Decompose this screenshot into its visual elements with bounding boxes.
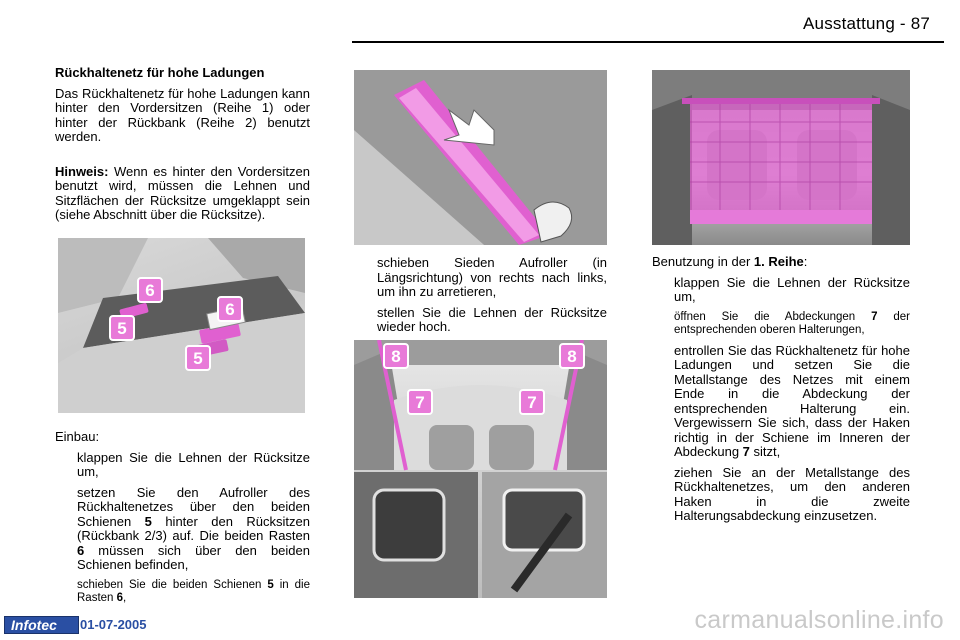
callout-label: 8 bbox=[567, 347, 577, 366]
callout-label: 7 bbox=[527, 393, 537, 412]
list-item bbox=[355, 256, 607, 300]
callout-6-right bbox=[218, 297, 242, 321]
figure-roller-sliding bbox=[354, 70, 607, 245]
header-divider bbox=[352, 41, 944, 43]
install-label: Einbau: bbox=[55, 429, 100, 444]
usage-label bbox=[652, 255, 910, 270]
list-item bbox=[652, 311, 910, 338]
list-item-text: , bbox=[123, 592, 127, 604]
intro-paragraph: Das Rückhaltenetz für hohe Ladungen kann hinter den Vordersitzen (Reihe 1) oder hinter der Rückbank (Reihe 2) benutzt werden. bbox=[55, 85, 310, 144]
list-item bbox=[652, 344, 910, 460]
list-item-text: schieben Sieden Aufroller (in Längsrichtung) von rechts nach links, um ihn zu arretieren, bbox=[377, 255, 607, 299]
callout-8-left bbox=[384, 344, 408, 368]
page-title: Ausstattung - 87 bbox=[803, 14, 930, 33]
infotec-logo bbox=[4, 616, 79, 634]
callout-label: 6 bbox=[225, 300, 235, 319]
reference-number: 7 bbox=[742, 444, 750, 459]
figure-net-installed bbox=[652, 70, 910, 245]
list-item-text: klappen Sie die Lehnen der Rücksitze um, bbox=[674, 274, 910, 304]
list-item-text: ziehen Sie an der Metallstange des Rückhaltenetzes, um den anderen Haken in die zweite Halterungsabdeckung einzusetzen. bbox=[674, 464, 910, 523]
list-item-text: schieben Sie die beiden Schienen bbox=[77, 578, 268, 591]
list-item-text: klappen Sie die Lehnen der Rücksitze um, bbox=[77, 449, 310, 479]
callout-7-left bbox=[408, 390, 432, 414]
reference-number: 6 bbox=[77, 542, 85, 558]
callout-label: 7 bbox=[415, 393, 425, 412]
list-item-text: öffnen Sie die Abdeckungen bbox=[674, 310, 872, 323]
right-column bbox=[652, 255, 910, 530]
usage-row: 1. Reihe bbox=[753, 254, 804, 269]
reference-number: 5 bbox=[144, 513, 152, 529]
rail-mounting-illustration bbox=[58, 238, 305, 413]
edition-date: 01-07-2005 bbox=[80, 617, 147, 632]
net-installed-illustration bbox=[652, 70, 910, 245]
reference-number: 7 bbox=[871, 310, 878, 323]
callout-6-left bbox=[138, 278, 162, 302]
usage-text: Benutzung in der bbox=[652, 254, 754, 269]
list-item-text: müssen sich über den beiden Schienen befinden, bbox=[77, 542, 310, 572]
list-item bbox=[55, 579, 310, 606]
section-heading: Rückhaltenetz für hohe Ladungen bbox=[55, 65, 265, 80]
watermark: carmanualsonline.info bbox=[694, 606, 944, 634]
list-item bbox=[652, 276, 910, 305]
left-column bbox=[55, 66, 310, 243]
logo-text: Infotec bbox=[11, 617, 57, 633]
callout-5-left bbox=[110, 316, 134, 340]
figure-roof-brackets bbox=[354, 340, 607, 598]
list-item-text: in die Rasten bbox=[77, 578, 311, 604]
callout-label: 5 bbox=[193, 349, 203, 368]
list-item-text: entrollen Sie das Rückhaltenetz für hohe Ladungen und setzen Sie die Metallstange des Netzes mit einem Ende in die Abdeckung der entsprechenden Halterung ein. Vergewissern Sie sich, dass der Haken richtig in der Schiene im Inneren der Abdeckung bbox=[674, 342, 910, 459]
roof-brackets-illustration bbox=[354, 340, 607, 598]
list-item bbox=[355, 306, 607, 335]
reference-number: 5 bbox=[267, 578, 274, 591]
list-item-text: stellen Sie die Lehnen der Rücksitze wieder hoch. bbox=[377, 304, 607, 334]
callout-label: 6 bbox=[145, 281, 155, 300]
note-paragraph bbox=[55, 165, 310, 223]
middle-column bbox=[355, 256, 607, 341]
callout-7-right bbox=[520, 390, 544, 414]
callout-8-right bbox=[560, 344, 584, 368]
list-item bbox=[652, 466, 910, 524]
list-item-text: hinter den Rücksitzen (Rückbank 2/3) auf. Die beiden Rasten bbox=[77, 513, 310, 543]
reference-number: 6 bbox=[116, 592, 124, 604]
usage-text: : bbox=[803, 254, 808, 269]
note-label: Hinweis: bbox=[55, 163, 109, 179]
roller-sliding-illustration bbox=[354, 70, 607, 245]
figure-rail-mounting bbox=[58, 238, 305, 413]
callout-5-right bbox=[186, 346, 210, 370]
callout-label: 5 bbox=[117, 319, 127, 338]
list-item bbox=[55, 486, 310, 573]
list-item bbox=[55, 451, 310, 480]
note-text: Wenn es hinter den Vordersitzen benutzt wird, müssen die Lehnen und Sitzflächen der Rücksitze umgeklappt sein (siehe Abschnitt über die Rücksitze). bbox=[55, 163, 310, 222]
callout-label: 8 bbox=[391, 347, 401, 366]
install-section bbox=[55, 430, 310, 612]
list-item-text: der entsprechenden oberen Halterungen, bbox=[674, 310, 910, 336]
list-item-text: sitzt, bbox=[749, 444, 781, 459]
list-item-text: setzen Sie den Aufroller des Rückhaltenetzes über den beiden Schienen bbox=[77, 484, 310, 529]
